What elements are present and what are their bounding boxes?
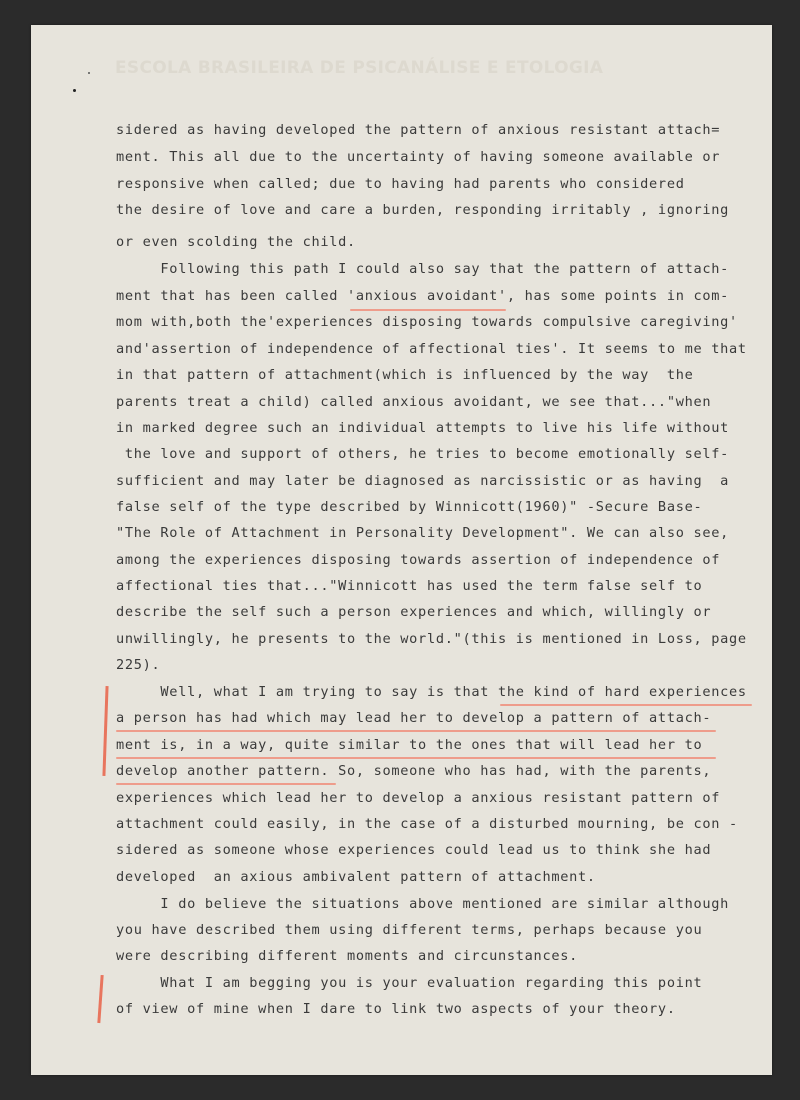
text-line: among the experiences disposing towards assertion of independence of	[116, 552, 721, 568]
letterhead-watermark: ESCOLA BRASILEIRA DE PSICANÁLISE E ETOLOGIA	[115, 58, 604, 78]
text-line: a person has had which may lead her to develop a pattern of attach-	[116, 710, 712, 726]
text-line: ment that has been called 'anxious avoidant', has some points in com-	[116, 288, 730, 304]
text-line: I do believe the situations above mentioned are similar although	[116, 896, 730, 912]
text-line: Well, what I am trying to say is that the kind of hard experiences	[116, 684, 747, 700]
text-line: describe the self such a person experiences and which, willingly or	[116, 604, 712, 620]
text-line: 225).	[116, 657, 161, 673]
text-line: were describing different moments and circunstances.	[116, 948, 578, 964]
underline-annotation	[116, 757, 716, 759]
text-line: developed an axious ambivalent pattern of attachment.	[116, 869, 596, 885]
text-line: you have described them using different terms, perhaps because you	[116, 922, 703, 938]
text-line: and'assertion of independence of affectional ties'. It seems to me that	[116, 341, 747, 357]
text-line: ment is, in a way, quite similar to the ones that will lead her to	[116, 737, 703, 753]
text-line: "The Role of Attachment in Personality Development". We can also see,	[116, 525, 730, 541]
text-line: or even scolding the child.	[116, 234, 356, 250]
text-line: experiences which lead her to develop a anxious resistant pattern of	[116, 790, 721, 806]
text-line: What I am begging you is your evaluation regarding this point	[116, 975, 703, 991]
text-line: affectional ties that..."Winnicott has used the term false self to	[116, 578, 703, 594]
text-line: attachment could easily, in the case of a disturbed mourning, be con -	[116, 816, 738, 832]
underline-annotation	[116, 730, 716, 732]
text-line: false self of the type described by Winnicott(1960)" -Secure Base-	[116, 499, 703, 515]
text-line: Following this path I could also say that the pattern of attach-	[116, 261, 730, 277]
text-line: the desire of love and care a burden, responding irritably , ignoring	[116, 202, 730, 218]
text-line: sidered as having developed the pattern of anxious resistant attach=	[116, 122, 721, 138]
punch-mark	[88, 72, 90, 74]
text-line: unwillingly, he presents to the world."(this is mentioned in Loss, page	[116, 631, 747, 647]
text-line: develop another pattern. So, someone who has had, with the parents,	[116, 763, 712, 779]
text-line: ment. This all due to the uncertainty of having someone available or	[116, 149, 721, 165]
text-line: mom with,both the'experiences disposing towards compulsive caregiving'	[116, 314, 738, 330]
underline-annotation	[116, 783, 336, 785]
text-line: responsive when called; due to having had parents who considered	[116, 176, 685, 192]
text-line: in marked degree such an individual attempts to live his life without	[116, 420, 730, 436]
punch-mark	[73, 89, 76, 92]
text-line: sufficient and may later be diagnosed as narcissistic or as having a	[116, 473, 730, 489]
text-line: sidered as someone whose experiences could lead us to think she had	[116, 842, 712, 858]
underline-annotation	[350, 309, 506, 311]
text-line: of view of mine when I dare to link two aspects of your theory.	[116, 1001, 676, 1017]
text-line: the love and support of others, he tries to become emotionally self-	[116, 446, 730, 462]
underline-annotation	[500, 704, 752, 706]
text-line: parents treat a child) called anxious avoidant, we see that..."when	[116, 394, 712, 410]
text-line: in that pattern of attachment(which is influenced by the way the	[116, 367, 694, 383]
